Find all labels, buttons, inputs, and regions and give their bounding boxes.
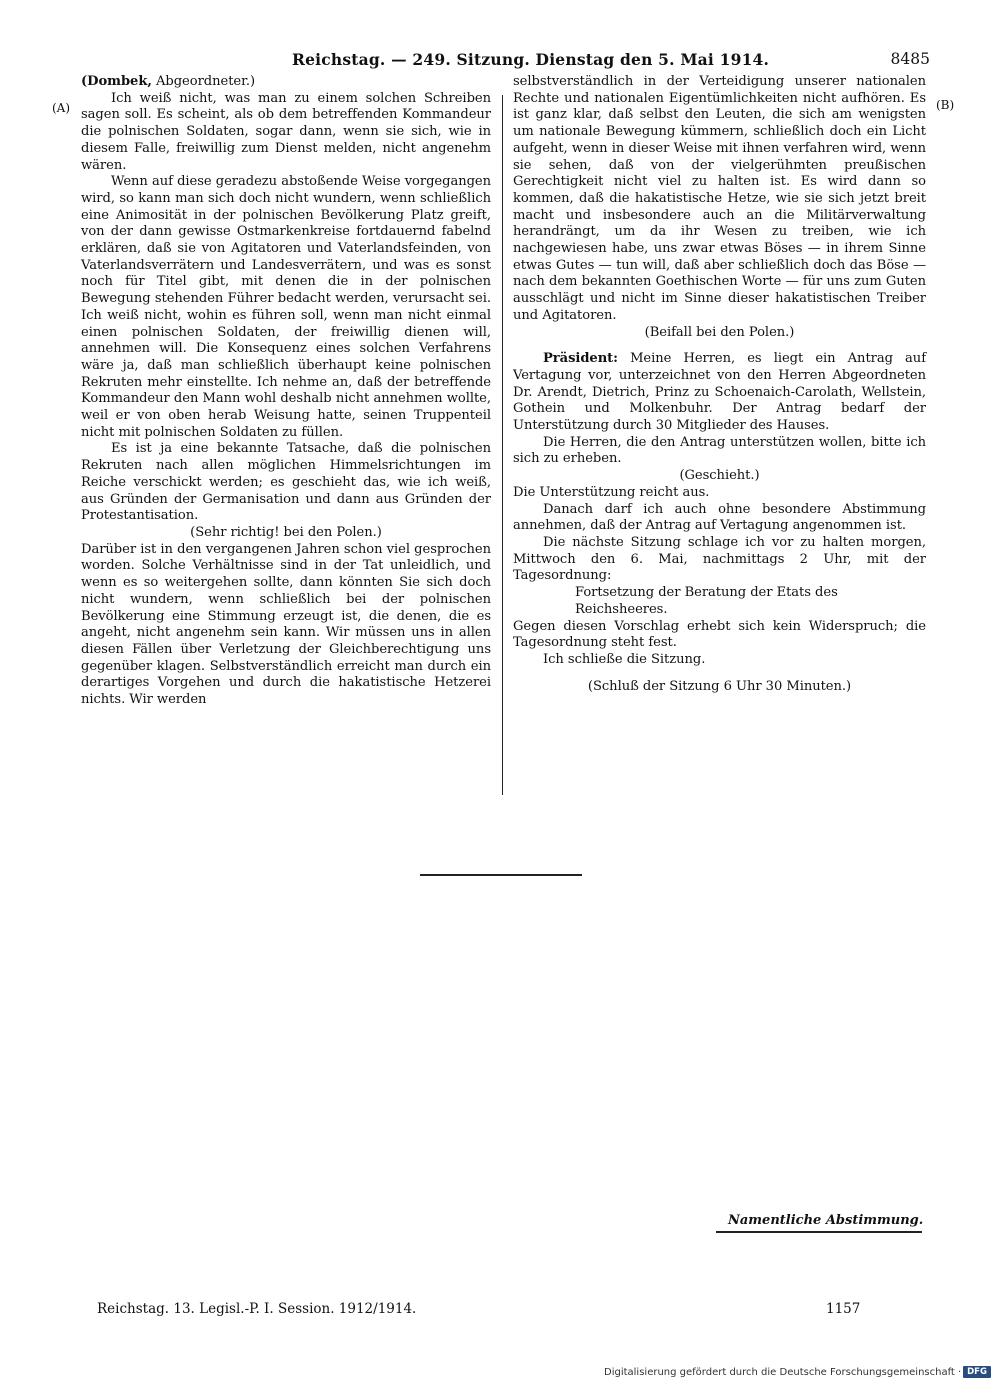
footer-publication: Reichstag. 13. Legisl.-P. I. Session. 1912/1914. [97,1301,417,1317]
right-col-text: (Geschieht.) [679,468,760,484]
page-number: 8485 [890,50,930,68]
right-col-interjection [513,679,926,696]
dfg-logo: DFG [963,1366,991,1378]
left-column [81,74,491,709]
left-col-text: Abgeordneter.) [151,74,256,89]
voting-underline [716,1231,922,1233]
right-col-paragraph [513,435,926,468]
right-col-text: Meine Herren, es liegt ein Antrag auf Vertagung vor, unterzeichnet von den Herren Abgeordneten Dr. Arendt, Dietrich, Prinz zu Schoenaich-Carolath, Wellstein, Gothein und Molkenbuhr. Der Antrag bedarf der Unterstützung durch 30 Mitglieder des Hauses. [513,351,926,434]
right-col-text: Ich schließe die Sitzung. [543,651,706,667]
right-col-paragraph [513,502,926,535]
right-col-text: Fortsetzung der Beratung der Etats des Reichsheeres. [575,585,838,617]
left-col-paragraph [81,74,491,91]
left-col-text: Darüber ist in den vergangenen Jahren schon viel gesprochen worden. Solche Verhältnisse sind in der Tat unleidlich, und wenn es so weitergehen sollte, dann könnten Sie sich doch nicht wundern, wenn schließlich bei der polnischen Bevölkerung eine Stimmung erzeugt ist, die denen, die es angeht, nicht angenehm sein kann. Wir müssen uns in allen diesen Fällen über Verletzung der Gleichberechtigung uns gegenüber klagen. Selbstverständlich erreicht man durch ein derartiges Vorgehen und durch die hakatistische Hetzerei nichts. Wir werden [81,541,491,708]
right-col-paragraph [513,535,926,585]
left-col-speaker: (Dombek, [81,74,152,89]
page-header [0,50,1000,72]
voting-heading: Namentliche Abstimmung. [728,1213,924,1228]
right-col-text: (Beifall bei den Polen.) [644,324,795,340]
digitization-note: Digitalisierung gefördert durch die Deutsche Forschungsgemeinschaft · [604,1367,962,1378]
right-col-paragraph [513,652,926,669]
right-col-text: selbstverständlich in der Verteidigung unserer nationalen Rechte und nationalen Eigentümlichkeiten nicht aufhören. Es ist ganz klar, daß selbst den Leuten, die sich am wenigsten um nationale Bewegung kümmern, schließlich doch ein Licht aufgeht, wenn in dieser Weise mit ihnen verfahren wird, wenn sie sehen, daß von der vielgerühmten preußischen Gerechtigkeit nicht viel zu halten ist. Es wird dann so kommen, daß die hakatistische Hetze, wie sie sich jetzt breit macht und insbesondere auch an die Militärverwaltung herandrängt, um da ihr Wesen zu treiben, wie ich nachgewiesen habe, uns zwar etwas Böses — in ihrem Sinne etwas Gutes — tun will, daß aber schließlich doch das Böse — nach dem bekannten Goethischen Worte — für uns zum Guten ausschlägt und nicht im Sinne dieser hakatistischen Treiber und Agitatoren. [513,74,926,323]
right-col-text: Danach darf ich auch ohne besondere Abstimmung annehmen, daß der Antrag auf Vertagung angenommen ist. [513,501,926,534]
right-col-text: Die Herren, die den Antrag unterstützen wollen, bitte ich sich zu erheben. [513,434,926,467]
right-col-paragraph [513,585,926,618]
right-col-text: (Schluß der Sitzung 6 Uhr 30 Minuten.) [587,678,852,694]
right-col-paragraph [513,351,926,435]
right-col-text: Die nächste Sitzung schlage ich vor zu halten morgen, Mittwoch den 6. Mai, nachmittags 2 Uhr, mit der Tagesordnung: [513,534,926,584]
left-col-interjection [81,525,491,542]
left-col-text: Ich weiß nicht, was man zu einem solchen Schreiben sagen soll. Es scheint, als ob dem betreffenden Kommandeur die polnischen Soldaten, sogar dann, wenn sie sich, wie in diesem Falle, freiwillig zum Dienst melden, nicht angenehm wären. [81,90,491,173]
page-title: Reichstag. — 249. Sitzung. Dienstag den 5. Mai 1914. [292,50,770,69]
footer-signature-number: 1157 [826,1301,861,1317]
right-col-paragraph [513,74,926,325]
margin-mark-a: (A) [52,101,71,115]
right-col-paragraph [513,485,926,502]
left-col-text: Es ist ja eine bekannte Tatsache, daß die polnischen Rekruten nach allen möglichen Himmelsrichtungen im Reiche verschickt werden; es geschieht das, wie ich weiß, aus Gründen der Germanisation und dann aus Gründen der Protestantisation. [81,441,491,524]
left-col-paragraph [81,174,491,441]
left-col-paragraph [81,441,491,525]
right-column [513,74,926,695]
margin-mark-b: (B) [936,98,955,112]
left-col-paragraph [81,91,491,175]
column-divider [502,95,503,795]
right-col-spacer [513,669,926,679]
right-col-paragraph [513,619,926,652]
right-col-text: Gegen diesen Vorschlag erhebt sich kein Widerspruch; die Tagesordnung steht fest. [513,618,926,651]
left-col-text: Wenn auf diese geradezu abstoßende Weise vorgegangen wird, so kann man sich doch nicht wundern, wenn schließlich eine Animosität in der polnischen Bevölkerung Platz greift, von der dann gewisse Ostmarkenkreise fortdauernd fabelnd erklären, daß sie von Agitatoren und Vaterlandsfeinden, von Vaterlandsverrätern und Landesverrätern, und was es sonst noch für Titel gibt, mit denen die in der polnischen Bewegung stehenden Führer bedacht werden, verursacht sei. Ich weiß nicht, wohin es führen soll, wenn man nicht einmal einen polnischen Soldaten, der freiwillig dienen will, annehmen will. Die Konsequenz eines solchen Verfahrens wäre ja, daß man schließlich überhaupt keine polnischen Rekruten mehr einstellte. Ich nehme an, daß der betreffende Kommandeur den Mann wohl deshalb nicht annehmen wollte, weil er von oben herab Weisung hatte, seinen Truppenteil nicht mit polnischen Soldaten zu füllen. [81,174,491,440]
left-col-text: (Sehr richtig! bei den Polen.) [190,524,382,540]
right-col-speaker: Präsident: [543,351,618,367]
left-col-paragraph [81,542,491,709]
right-col-interjection [513,468,926,485]
right-col-spacer [513,341,926,351]
right-col-text: Die Unterstützung reicht aus. [513,484,710,500]
right-col-interjection [513,325,926,342]
section-separator [420,874,582,876]
